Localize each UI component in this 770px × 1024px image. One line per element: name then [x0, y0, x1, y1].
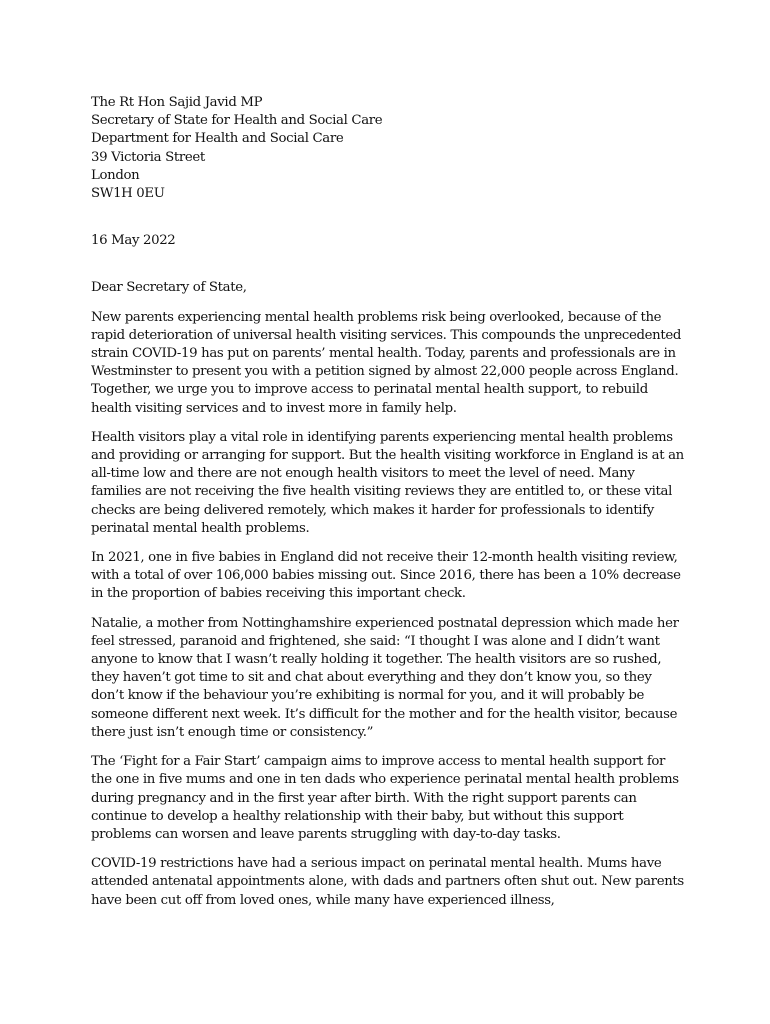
recipient-street: 39 Victoria Street — [91, 149, 205, 165]
salutation: Dear Secretary of State, — [91, 280, 247, 296]
letter-date: 16 May 2022 — [91, 233, 176, 249]
recipient-postcode: SW1H 0EU — [91, 186, 165, 202]
paragraph-covid: COVID-19 restrictions have had a serious impact on perinatal mental health. Mums have attended antenatal appointments alone, with dads and partners often shut out. New parents have been cut off from loved ones, while many have experienced illness, — [91, 856, 684, 908]
recipient-city: London — [91, 167, 140, 183]
paragraph-statistics: In 2021, one in five babies in England did not receive their 12-month health visiting review, with a total of over 106,000 babies missing out. Since 2016, there has been a 10% decrease in the proportion of babies receiving this important check. — [91, 550, 681, 602]
recipient-name: The Rt Hon Sajid Javid MP — [91, 95, 263, 110]
paragraph-intro: New parents experiencing mental health problems risk being overlooked, because of the rapid deterioration of universal health visiting services. This compounds the unprecedented strain COVID-19 has put on parents’ mental health. Today, parents and professionals are in Westminster to present you with a petition signed by almost 22,000 people across England. Together, we urge you to improve access to perinatal mental health support, to rebuild health visiting services and to invest more in family help. — [91, 309, 682, 416]
recipient-address — [91, 94, 686, 203]
paragraph-health-visitors: Health visitors play a vital role in identifying parents experiencing mental health problems and providing or arranging for support. But the health visiting workforce in England is at an all-time low and there are not enough health visitors to meet the level of need. Many families are not receiving the five health visiting reviews they are entitled to, or these vital checks are being delivered remotely, which makes it harder for professionals to identify perinatal mental health problems. — [91, 429, 684, 536]
letter-body — [91, 94, 686, 910]
recipient-title: Secretary of State for Health and Social Care — [91, 113, 383, 129]
paragraph-campaign: The ‘Fight for a Fair Start’ campaign aims to improve access to mental health support for the one in five mums and one in ten dads who experience perinatal mental health problems during pregnancy and in the first year after birth. With the right support parents can continue to develop a healthy relationship with their baby, but without this support problems can worsen and leave parents struggling with day-to-day tasks. — [91, 754, 679, 842]
recipient-department: Department for Health and Social Care — [91, 131, 344, 147]
paragraph-natalie-quote: Natalie, a mother from Nottinghamshire experienced postnatal depression which made her feel stressed, paranoid and frightened, she said: “I thought I was alone and I didn’t want anyone to know that I wasn’t really holding it together. The health visitors are so rushed, they haven’t got time to sit and chat about everything and they don’t know you, so they don’t know if the behaviour you’re exhibiting is normal for you, and it will probably be someone different next week. It’s difficult for the mother and for the health visitor, because there just isn’t enough time or consistency.” — [91, 615, 679, 740]
